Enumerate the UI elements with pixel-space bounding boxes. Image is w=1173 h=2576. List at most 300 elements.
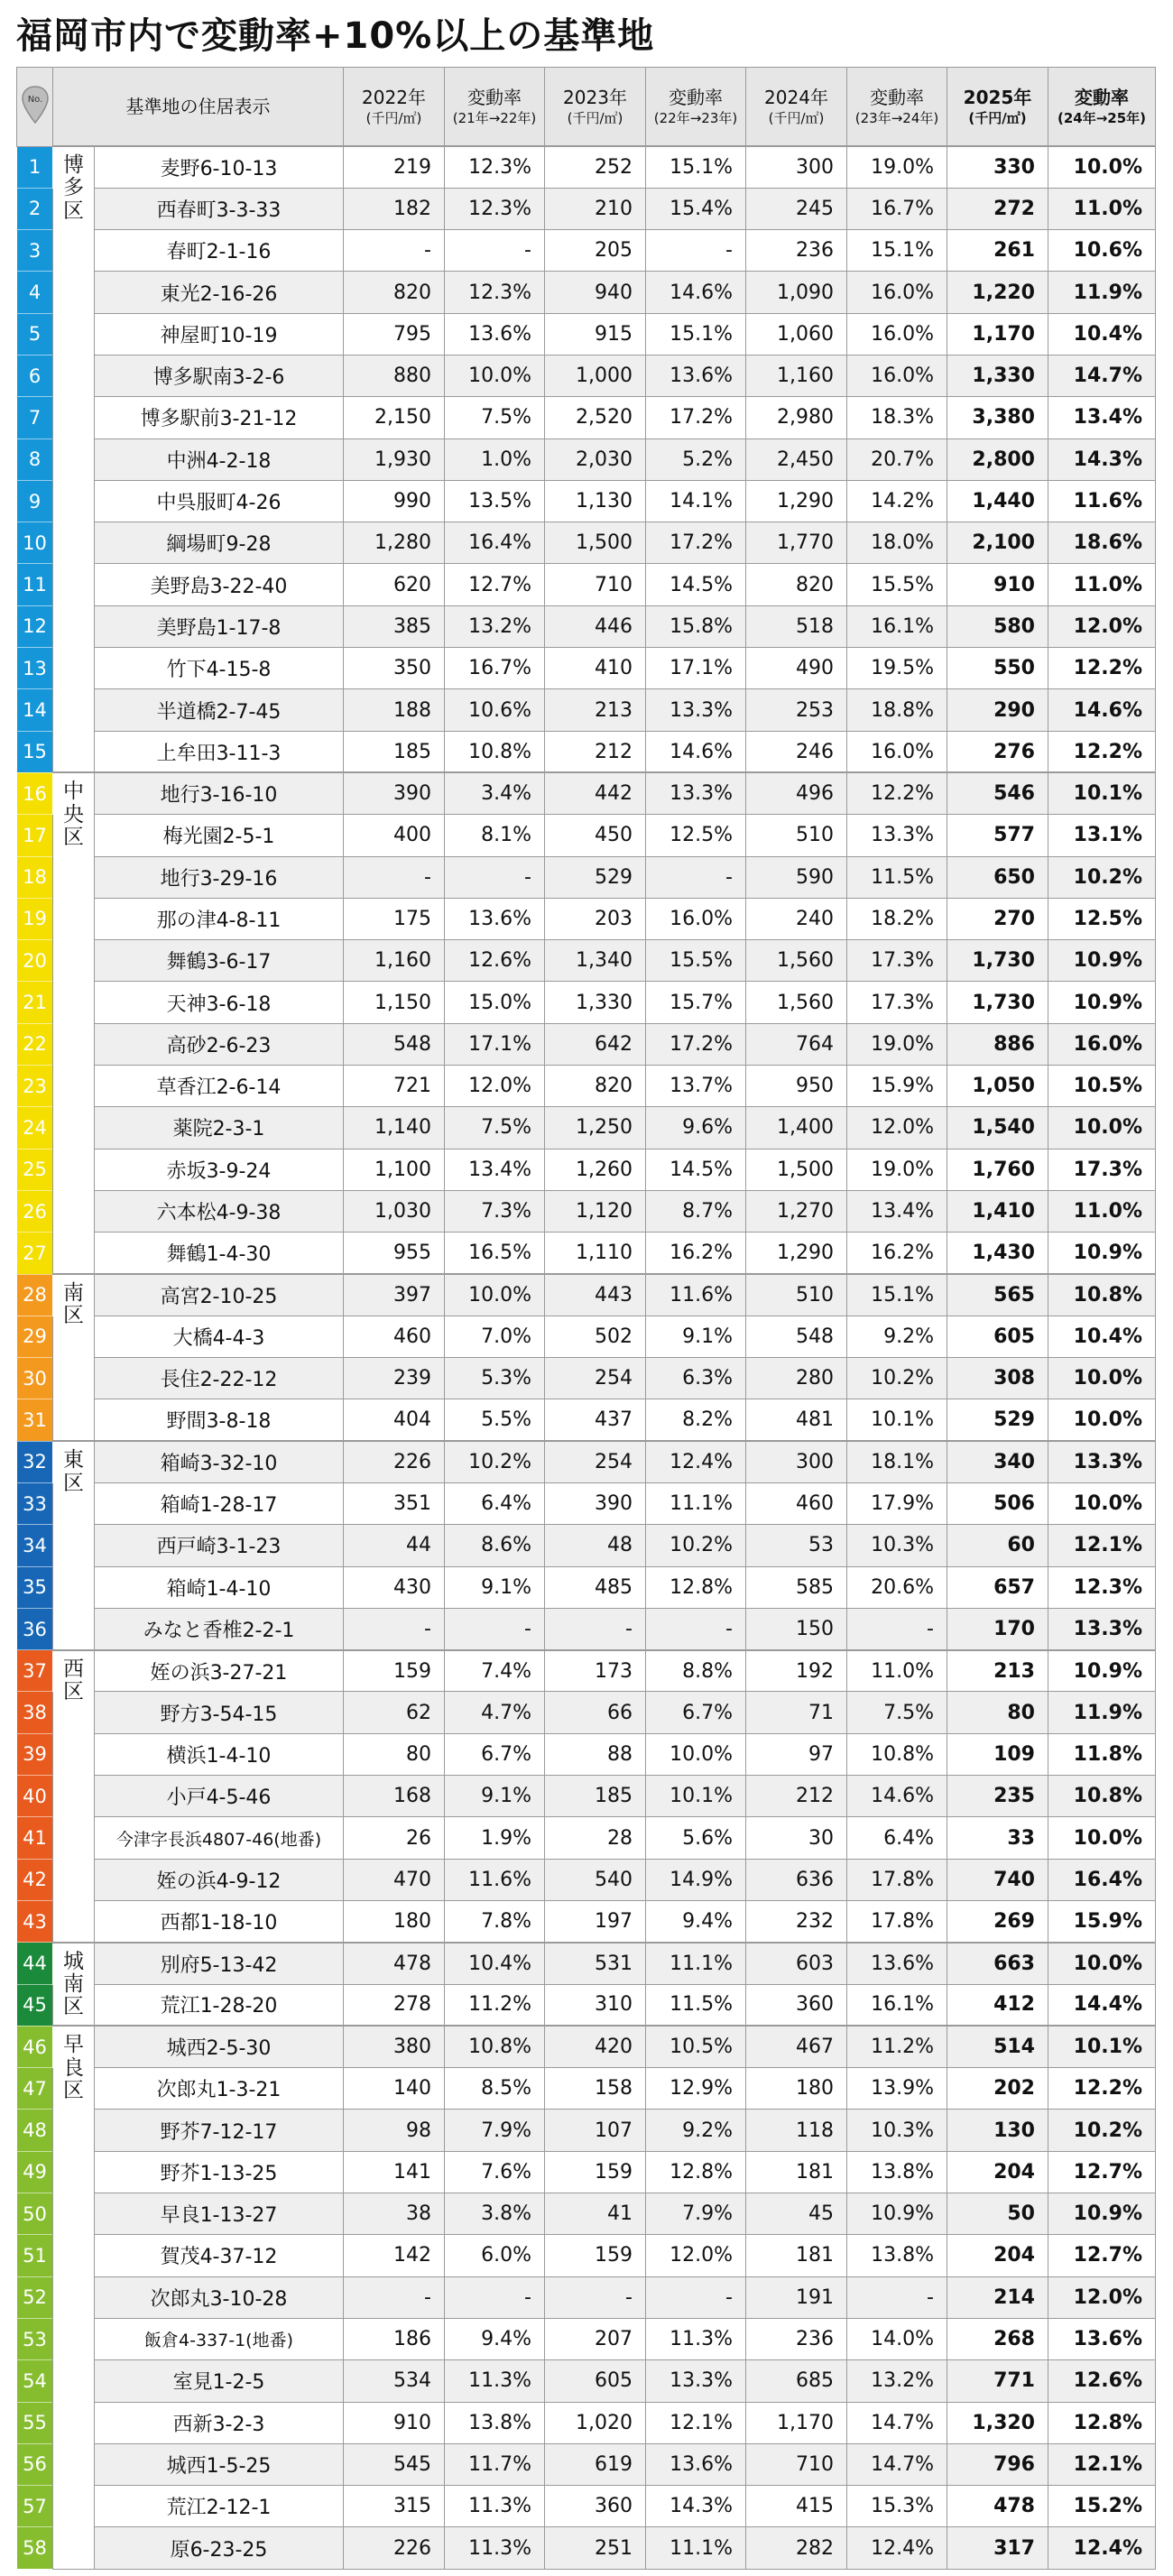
table-row (17, 2026, 1156, 2067)
row-no: 49 (17, 2151, 53, 2193)
address: 美野島3-22-40 (95, 564, 344, 605)
table-row (17, 1316, 1156, 1357)
price-2022: 910 (344, 2402, 445, 2443)
rate-23-24: 19.0% (847, 1149, 947, 1190)
address: 野芥1-13-25 (95, 2151, 344, 2193)
price-2025: 235 (947, 1776, 1048, 1817)
row-no: 45 (17, 1984, 53, 2026)
rate-21-22: 3.8% (445, 2193, 545, 2235)
price-2022: - (344, 1608, 445, 1649)
rate-22-23: 9.1% (646, 1316, 746, 1357)
address: 早良1-13-27 (95, 2193, 344, 2235)
rate-22-23: 11.1% (646, 2527, 746, 2569)
price-2024: 590 (746, 856, 847, 898)
rate-21-22: 8.6% (445, 1525, 545, 1566)
price-2023: 915 (545, 313, 646, 355)
address: 賀茂4-37-12 (95, 2235, 344, 2276)
row-no: 33 (17, 1483, 53, 1525)
rate-21-22: 11.2% (445, 1984, 545, 2026)
table-row (17, 1900, 1156, 1942)
rate-23-24: 14.7% (847, 2402, 947, 2443)
rate-22-23: 11.1% (646, 1483, 746, 1525)
table-row (17, 1483, 1156, 1525)
rate-21-22: 4.7% (445, 1692, 545, 1733)
price-2023: 212 (545, 731, 646, 772)
price-2022: 186 (344, 2318, 445, 2359)
row-no: 43 (17, 1900, 53, 1942)
price-2024: 1,090 (746, 272, 847, 313)
table-row (17, 1525, 1156, 1566)
row-no: 41 (17, 1817, 53, 1859)
price-2023: 619 (545, 2443, 646, 2485)
price-2024: 2,980 (746, 397, 847, 439)
rate-22-23: 8.8% (646, 1650, 746, 1692)
rate-22-23: 14.9% (646, 1859, 746, 1900)
rate-24-25: 10.4% (1048, 1316, 1156, 1357)
price-2024: 1,160 (746, 355, 847, 396)
price-2023: 203 (545, 898, 646, 939)
rate-23-24: 16.1% (847, 605, 947, 647)
row-no: 10 (17, 522, 53, 564)
rate-23-24: 16.2% (847, 1233, 947, 1274)
price-2024: 1,290 (746, 480, 847, 522)
price-2023: 820 (545, 1066, 646, 1107)
rate-22-23: 10.2% (646, 1525, 746, 1566)
row-no: 4 (17, 272, 53, 313)
address: 麦野6-10-13 (95, 146, 344, 188)
price-2024: 45 (746, 2193, 847, 2235)
header-rate-24-25: 変動率 (24年→25年) (1048, 68, 1156, 147)
rate-23-24: 14.7% (847, 2443, 947, 2485)
price-2023: 1,110 (545, 1233, 646, 1274)
table-row (17, 272, 1156, 313)
price-2024: 180 (746, 2068, 847, 2110)
price-2025: 204 (947, 2151, 1048, 2193)
rate-22-23: - (646, 230, 746, 272)
price-2023: 390 (545, 1483, 646, 1525)
address: 小戸4-5-46 (95, 1776, 344, 1817)
price-2023: 410 (545, 648, 646, 689)
price-2023: 310 (545, 1984, 646, 2026)
address: 神屋町10-19 (95, 313, 344, 355)
rate-23-24: 17.3% (847, 940, 947, 982)
price-2022: 1,140 (344, 1107, 445, 1149)
price-2023: 442 (545, 772, 646, 814)
rate-22-23: 10.0% (646, 1733, 746, 1775)
price-2025: 1,050 (947, 1066, 1048, 1107)
rate-21-22: 13.4% (445, 1149, 545, 1190)
rate-21-22: 17.1% (445, 1023, 545, 1065)
table-row (17, 230, 1156, 272)
price-2025: 886 (947, 1023, 1048, 1065)
rate-23-24: 18.3% (847, 397, 947, 439)
table-row (17, 982, 1156, 1023)
rate-24-25: 13.4% (1048, 397, 1156, 439)
price-2022: 175 (344, 898, 445, 939)
table-row (17, 2360, 1156, 2402)
rate-21-22: - (445, 230, 545, 272)
ward-label (53, 1650, 95, 1943)
rate-22-23: 14.6% (646, 731, 746, 772)
rate-24-25: 10.0% (1048, 1943, 1156, 1984)
rate-23-24: - (847, 2276, 947, 2318)
rate-24-25: 12.7% (1048, 2151, 1156, 2193)
row-no: 17 (17, 815, 53, 856)
table-row (17, 1066, 1156, 1107)
table-row (17, 2402, 1156, 2443)
rate-21-22: 16.7% (445, 648, 545, 689)
rate-22-23: 12.0% (646, 2235, 746, 2276)
table-row (17, 1943, 1156, 1984)
rate-21-22: - (445, 2276, 545, 2318)
row-no: 52 (17, 2276, 53, 2318)
row-no: 5 (17, 313, 53, 355)
table-row (17, 2443, 1156, 2485)
price-2022: - (344, 230, 445, 272)
rate-21-22: 13.6% (445, 313, 545, 355)
rate-23-24: 13.9% (847, 2068, 947, 2110)
map-pin-icon (20, 85, 51, 125)
address: 西春町3-3-33 (95, 188, 344, 229)
rate-21-22: 12.3% (445, 188, 545, 229)
address: 地行3-29-16 (95, 856, 344, 898)
address: 野方3-54-15 (95, 1692, 344, 1733)
rate-24-25: 14.3% (1048, 439, 1156, 480)
rate-22-23: 13.3% (646, 772, 746, 814)
address: 姪の浜3-27-21 (95, 1650, 344, 1692)
price-2024: 192 (746, 1650, 847, 1692)
price-2024: 30 (746, 1817, 847, 1859)
address: 美野島1-17-8 (95, 605, 344, 647)
price-2024: 548 (746, 1316, 847, 1357)
row-no: 46 (17, 2026, 53, 2067)
address: 博多駅前3-21-12 (95, 397, 344, 439)
price-2025: 1,410 (947, 1190, 1048, 1232)
rate-22-23: 15.1% (646, 146, 746, 188)
price-2023: 213 (545, 689, 646, 731)
price-2023: 485 (545, 1566, 646, 1608)
price-2025: 317 (947, 2527, 1048, 2569)
price-2023: 173 (545, 1650, 646, 1692)
rate-24-25: 12.2% (1048, 648, 1156, 689)
price-2024: 253 (746, 689, 847, 731)
price-2023: 197 (545, 1900, 646, 1942)
rate-21-22: 1.0% (445, 439, 545, 480)
price-2022: 142 (344, 2235, 445, 2276)
rate-21-22: 12.0% (445, 1066, 545, 1107)
rate-22-23: 14.3% (646, 2486, 746, 2527)
rate-23-24: 19.5% (847, 648, 947, 689)
price-2022: 188 (344, 689, 445, 731)
rate-23-24: 13.6% (847, 1943, 947, 1984)
rate-24-25: 11.9% (1048, 272, 1156, 313)
rate-21-22: 11.7% (445, 2443, 545, 2485)
price-2023: 107 (545, 2110, 646, 2151)
rate-24-25: 17.3% (1048, 1149, 1156, 1190)
price-2024: 71 (746, 1692, 847, 1733)
price-2025: 565 (947, 1274, 1048, 1316)
row-no: 27 (17, 1233, 53, 1274)
price-2025: 170 (947, 1608, 1048, 1649)
header-rate-23-24: 変動率 (23年→24年) (847, 68, 947, 147)
rate-24-25: 12.7% (1048, 2235, 1156, 2276)
price-2024: 467 (746, 2026, 847, 2067)
price-2025: 2,100 (947, 522, 1048, 564)
price-2022: 226 (344, 1441, 445, 1482)
rate-21-22: 10.6% (445, 689, 545, 731)
price-2023: 502 (545, 1316, 646, 1357)
rate-21-22: 15.0% (445, 982, 545, 1023)
address: 西新3-2-3 (95, 2402, 344, 2443)
price-2022: 62 (344, 1692, 445, 1733)
rate-24-25: 10.0% (1048, 146, 1156, 188)
header-2024: 2024年 (千円/㎡) (746, 68, 847, 147)
price-2025: 577 (947, 815, 1048, 856)
row-no: 56 (17, 2443, 53, 2485)
rate-21-22: 6.0% (445, 2235, 545, 2276)
table-row (17, 1776, 1156, 1817)
price-2022: 185 (344, 731, 445, 772)
address: 地行3-16-10 (95, 772, 344, 814)
price-2025: 514 (947, 2026, 1048, 2067)
table-row (17, 1190, 1156, 1232)
rate-24-25: 16.4% (1048, 1859, 1156, 1900)
rate-23-24: 15.5% (847, 564, 947, 605)
rate-23-24: 18.1% (847, 1441, 947, 1482)
address: 次郎丸1-3-21 (95, 2068, 344, 2110)
price-2023: 159 (545, 2151, 646, 2193)
rate-22-23: 12.8% (646, 1566, 746, 1608)
row-no: 40 (17, 1776, 53, 1817)
address: 西都1-18-10 (95, 1900, 344, 1942)
table-row (17, 313, 1156, 355)
row-no: 50 (17, 2193, 53, 2235)
rate-22-23: 9.2% (646, 2110, 746, 2151)
rate-23-24: 18.2% (847, 898, 947, 939)
price-2022: 545 (344, 2443, 445, 2485)
price-2025: 1,540 (947, 1107, 1048, 1149)
price-2023: 446 (545, 605, 646, 647)
price-2023: 185 (545, 1776, 646, 1817)
price-2022: 140 (344, 2068, 445, 2110)
rate-24-25: 13.3% (1048, 1608, 1156, 1649)
price-2025: 80 (947, 1692, 1048, 1733)
rate-24-25: 13.6% (1048, 2318, 1156, 2359)
rate-24-25: 10.9% (1048, 940, 1156, 982)
price-2023: 1,020 (545, 2402, 646, 2443)
rate-24-25: 10.0% (1048, 1817, 1156, 1859)
rate-22-23: 14.1% (646, 480, 746, 522)
price-2024: 710 (746, 2443, 847, 2485)
rate-22-23: 12.9% (646, 2068, 746, 2110)
price-2023: 252 (545, 146, 646, 188)
price-2025: 478 (947, 2486, 1048, 2527)
table-row (17, 188, 1156, 229)
address: 原6-23-25 (95, 2527, 344, 2569)
table-row (17, 564, 1156, 605)
rate-21-22: 9.1% (445, 1566, 545, 1608)
rate-24-25: 13.1% (1048, 815, 1156, 856)
price-2025: 580 (947, 605, 1048, 647)
row-no: 34 (17, 1525, 53, 1566)
price-2024: 510 (746, 815, 847, 856)
rate-23-24: 15.3% (847, 2486, 947, 2527)
price-2023: 1,500 (545, 522, 646, 564)
address: 綱場町9-28 (95, 522, 344, 564)
table-row (17, 2486, 1156, 2527)
header-2025: 2025年 (千円/㎡) (947, 68, 1048, 147)
rate-23-24: 19.0% (847, 146, 947, 188)
rate-21-22: 8.5% (445, 2068, 545, 2110)
price-2022: 44 (344, 1525, 445, 1566)
rate-24-25: 10.0% (1048, 1399, 1156, 1441)
rate-21-22: 11.3% (445, 2360, 545, 2402)
rate-23-24: - (847, 1608, 947, 1649)
price-2022: 397 (344, 1274, 445, 1316)
price-2023: 1,330 (545, 982, 646, 1023)
price-2024: 1,060 (746, 313, 847, 355)
price-2025: 1,220 (947, 272, 1048, 313)
ward-name: 南区 (62, 1281, 84, 1328)
price-2023: 531 (545, 1943, 646, 1984)
address: みなと香椎2-2-1 (95, 1608, 344, 1649)
price-2023: 360 (545, 2486, 646, 2527)
price-2025: 330 (947, 146, 1048, 188)
rate-22-23: 17.2% (646, 522, 746, 564)
rate-23-24: 11.0% (847, 1650, 947, 1692)
price-2024: 415 (746, 2486, 847, 2527)
address: 飯倉4-337-1(地番) (95, 2318, 344, 2359)
row-no: 48 (17, 2110, 53, 2151)
price-2024: 191 (746, 2276, 847, 2318)
price-2024: 820 (746, 564, 847, 605)
address: 姪の浜4-9-12 (95, 1859, 344, 1900)
rate-22-23: 15.1% (646, 313, 746, 355)
rate-23-24: 16.1% (847, 1984, 947, 2026)
price-2024: 300 (746, 1441, 847, 1482)
price-2022: 98 (344, 2110, 445, 2151)
price-2022: - (344, 2276, 445, 2318)
table-row (17, 2276, 1156, 2318)
rate-22-23: 11.5% (646, 1984, 746, 2026)
row-no: 30 (17, 1358, 53, 1399)
table-row (17, 772, 1156, 814)
price-2024: 53 (746, 1525, 847, 1566)
price-2025: 269 (947, 1900, 1048, 1942)
table-row (17, 1399, 1156, 1441)
table-row (17, 355, 1156, 396)
rate-21-22: 9.4% (445, 2318, 545, 2359)
ward-label (53, 772, 95, 1274)
rate-22-23: 14.6% (646, 272, 746, 313)
header-2023: 2023年 (千円/㎡) (545, 68, 646, 147)
rate-21-22: 3.4% (445, 772, 545, 814)
price-2023: 1,000 (545, 355, 646, 396)
price-2022: 955 (344, 1233, 445, 1274)
rate-22-23: 12.8% (646, 2151, 746, 2193)
rate-21-22: 12.6% (445, 940, 545, 982)
rate-21-22: 6.4% (445, 1483, 545, 1525)
price-2023: 437 (545, 1399, 646, 1441)
row-no: 57 (17, 2486, 53, 2527)
rate-24-25: 15.9% (1048, 1900, 1156, 1942)
rate-23-24: 20.6% (847, 1566, 947, 1608)
rate-23-24: 15.1% (847, 230, 947, 272)
row-no: 58 (17, 2527, 53, 2569)
rate-23-24: 15.1% (847, 1274, 947, 1316)
price-2025: 2,800 (947, 439, 1048, 480)
table-row (17, 1274, 1156, 1316)
price-2023: 1,250 (545, 1107, 646, 1149)
price-2022: 1,100 (344, 1149, 445, 1190)
rate-22-23: 9.6% (646, 1107, 746, 1149)
rate-22-23: 15.7% (646, 982, 746, 1023)
row-no: 42 (17, 1859, 53, 1900)
address: 高宮2-10-25 (95, 1274, 344, 1316)
rate-22-23: 10.5% (646, 2026, 746, 2067)
rate-23-24: 17.8% (847, 1859, 947, 1900)
rate-23-24: 15.9% (847, 1066, 947, 1107)
price-2022: 180 (344, 1900, 445, 1942)
table-row (17, 1733, 1156, 1775)
rate-22-23: - (646, 856, 746, 898)
price-2024: 481 (746, 1399, 847, 1441)
address: 大橋4-4-3 (95, 1316, 344, 1357)
rate-23-24: 13.4% (847, 1190, 947, 1232)
address: 博多駅南3-2-6 (95, 355, 344, 396)
rate-22-23: 13.7% (646, 1066, 746, 1107)
address: 竹下4-15-8 (95, 648, 344, 689)
ward-label (53, 1943, 95, 2027)
price-2025: 204 (947, 2235, 1048, 2276)
price-2022: 470 (344, 1859, 445, 1900)
rate-23-24: 14.2% (847, 480, 947, 522)
rate-23-24: 20.7% (847, 439, 947, 480)
price-2025: 214 (947, 2276, 1048, 2318)
rate-24-25: 10.0% (1048, 1483, 1156, 1525)
price-2022: 385 (344, 605, 445, 647)
rate-24-25: 10.1% (1048, 772, 1156, 814)
price-2023: 529 (545, 856, 646, 898)
table-row (17, 1233, 1156, 1274)
price-2025: 3,380 (947, 397, 1048, 439)
rate-22-23: 14.5% (646, 564, 746, 605)
rate-23-24: 7.5% (847, 1692, 947, 1733)
rate-21-22: 7.8% (445, 1900, 545, 1942)
rate-22-23: 13.3% (646, 2360, 746, 2402)
rate-23-24: 11.2% (847, 2026, 947, 2067)
price-2023: 540 (545, 1859, 646, 1900)
price-2024: 764 (746, 1023, 847, 1065)
table-row (17, 1859, 1156, 1900)
price-2022: 430 (344, 1566, 445, 1608)
rate-21-22: 7.4% (445, 1650, 545, 1692)
price-2023: 450 (545, 815, 646, 856)
row-no: 21 (17, 982, 53, 1023)
rate-24-25: 10.0% (1048, 1107, 1156, 1149)
price-2025: 268 (947, 2318, 1048, 2359)
rate-21-22: - (445, 1608, 545, 1649)
price-2024: 236 (746, 230, 847, 272)
price-2024: 585 (746, 1566, 847, 1608)
price-2023: 158 (545, 2068, 646, 2110)
header-rate-22-23: 変動率 (22年→23年) (646, 68, 746, 147)
table-row (17, 480, 1156, 522)
address: 次郎丸3-10-28 (95, 2276, 344, 2318)
rate-24-25: 12.2% (1048, 2068, 1156, 2110)
row-no: 35 (17, 1566, 53, 1608)
row-no: 11 (17, 564, 53, 605)
